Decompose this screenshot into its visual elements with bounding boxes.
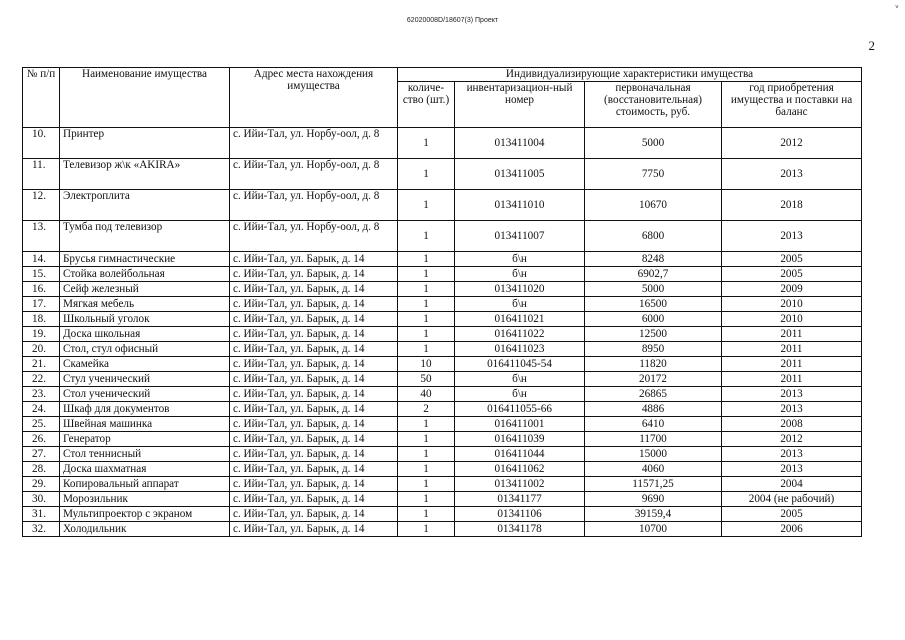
item-address: с. Ийи-Тал, ул. Барык, д. 14: [230, 267, 398, 282]
item-name: Холодильник: [60, 522, 230, 537]
table-row: [23, 297, 862, 312]
table-row: [23, 447, 862, 462]
item-quantity: 1: [398, 462, 455, 477]
item-inventory-number: б\н: [455, 387, 585, 402]
item-year: 2009: [722, 282, 862, 297]
item-address: с. Ийи-Тал, ул. Барык, д. 14: [230, 342, 398, 357]
item-inventory-number: 016411022: [455, 327, 585, 342]
item-address: с. Ийи-Тал, ул. Барык, д. 14: [230, 282, 398, 297]
item-year: 2010: [722, 312, 862, 327]
item-name: Стойка волейбольная: [60, 267, 230, 282]
item-name: Доска школьная: [60, 327, 230, 342]
item-cost: 6410: [585, 417, 722, 432]
item-cost: 11820: [585, 357, 722, 372]
item-address: с. Ийи-Тал, ул. Барык, д. 14: [230, 462, 398, 477]
item-cost: 10670: [585, 190, 722, 221]
item-name: Стол теннисный: [60, 447, 230, 462]
item-cost: 7750: [585, 159, 722, 190]
item-year: 2011: [722, 342, 862, 357]
row-number: 12.: [23, 190, 60, 221]
item-year: 2011: [722, 357, 862, 372]
item-quantity: 50: [398, 372, 455, 387]
item-name: Телевизор ж\к «AKIRA»: [60, 159, 230, 190]
item-year: 2005: [722, 267, 862, 282]
item-quantity: 1: [398, 447, 455, 462]
item-inventory-number: 016411023: [455, 342, 585, 357]
table-row: [23, 462, 862, 477]
item-address: с. Ийи-Тал, ул. Норбу-оол, д. 8: [230, 128, 398, 159]
item-address: с. Ийи-Тал, ул. Барык, д. 14: [230, 372, 398, 387]
item-quantity: 1: [398, 417, 455, 432]
header-inventory: инвентаризацион-ный номер: [455, 82, 585, 128]
item-name: Мультипроектор с экраном: [60, 507, 230, 522]
item-quantity: 1: [398, 282, 455, 297]
item-cost: 8950: [585, 342, 722, 357]
table-row: [23, 221, 862, 252]
item-inventory-number: 016411001: [455, 417, 585, 432]
table-row: [23, 432, 862, 447]
property-table: [22, 67, 862, 537]
item-inventory-number: 016411044: [455, 447, 585, 462]
table-row: [23, 477, 862, 492]
item-year: 2005: [722, 252, 862, 267]
item-year: 2012: [722, 432, 862, 447]
header-cost: первоначальная (восстановительная) стоимость, руб.: [585, 82, 722, 128]
item-name: Стул ученический: [60, 372, 230, 387]
item-address: с. Ийи-Тал, ул. Норбу-оол, д. 8: [230, 190, 398, 221]
item-name: Принтер: [60, 128, 230, 159]
item-inventory-number: 016411062: [455, 462, 585, 477]
item-inventory-number: 016411021: [455, 312, 585, 327]
item-quantity: 1: [398, 312, 455, 327]
page-number: 2: [868, 38, 875, 53]
row-number: 16.: [23, 282, 60, 297]
item-name: Школьный уголок: [60, 312, 230, 327]
item-inventory-number: 01341177: [455, 492, 585, 507]
table-row: [23, 128, 862, 159]
item-address: с. Ийи-Тал, ул. Норбу-оол, д. 8: [230, 159, 398, 190]
item-quantity: 2: [398, 402, 455, 417]
item-address: с. Ийи-Тал, ул. Барык, д. 14: [230, 432, 398, 447]
item-cost: 6800: [585, 221, 722, 252]
item-year: 2013: [722, 221, 862, 252]
item-cost: 5000: [585, 128, 722, 159]
item-name: Швейная машинка: [60, 417, 230, 432]
item-cost: 5000: [585, 282, 722, 297]
row-number: 22.: [23, 372, 60, 387]
item-address: с. Ийи-Тал, ул. Барык, д. 14: [230, 417, 398, 432]
row-number: 14.: [23, 252, 60, 267]
item-quantity: 1: [398, 477, 455, 492]
table-row: [23, 357, 862, 372]
item-address: с. Ийи-Тал, ул. Барык, д. 14: [230, 357, 398, 372]
item-year: 2010: [722, 297, 862, 312]
item-address: с. Ийи-Тал, ул. Барык, д. 14: [230, 507, 398, 522]
row-number: 18.: [23, 312, 60, 327]
table-row: [23, 402, 862, 417]
row-number: 32.: [23, 522, 60, 537]
row-number: 13.: [23, 221, 60, 252]
table-row: [23, 372, 862, 387]
item-inventory-number: 016411039: [455, 432, 585, 447]
item-cost: 16500: [585, 297, 722, 312]
item-name: Скамейка: [60, 357, 230, 372]
item-inventory-number: 013411007: [455, 221, 585, 252]
item-cost: 4886: [585, 402, 722, 417]
item-inventory-number: 013411004: [455, 128, 585, 159]
item-year: 2004: [722, 477, 862, 492]
item-address: с. Ийи-Тал, ул. Барык, д. 14: [230, 327, 398, 342]
item-cost: 11700: [585, 432, 722, 447]
item-year: 2018: [722, 190, 862, 221]
item-year: 2013: [722, 159, 862, 190]
item-inventory-number: 016411045-54: [455, 357, 585, 372]
item-address: с. Ийи-Тал, ул. Барык, д. 14: [230, 447, 398, 462]
item-address: с. Ийи-Тал, ул. Барык, д. 14: [230, 387, 398, 402]
item-cost: 12500: [585, 327, 722, 342]
item-year: 2008: [722, 417, 862, 432]
table-row: [23, 507, 862, 522]
item-inventory-number: 013411005: [455, 159, 585, 190]
header-characteristics: Индивидуализирующие характеристики имущества: [398, 68, 862, 82]
row-number: 20.: [23, 342, 60, 357]
item-year: 2013: [722, 387, 862, 402]
item-year: 2011: [722, 327, 862, 342]
item-inventory-number: 016411055-66: [455, 402, 585, 417]
header-num: № п/п: [23, 68, 60, 128]
item-cost: 11571,25: [585, 477, 722, 492]
item-address: с. Ийи-Тал, ул. Барык, д. 14: [230, 477, 398, 492]
item-name: Брусья гимнастические: [60, 252, 230, 267]
table-row: [23, 252, 862, 267]
item-inventory-number: 013411020: [455, 282, 585, 297]
item-name: Тумба под телевизор: [60, 221, 230, 252]
item-address: с. Ийи-Тал, ул. Барык, д. 14: [230, 252, 398, 267]
item-inventory-number: б\н: [455, 252, 585, 267]
table-row: [23, 267, 862, 282]
item-address: с. Ийи-Тал, ул. Барык, д. 14: [230, 522, 398, 537]
row-number: 23.: [23, 387, 60, 402]
item-name: Копировальный аппарат: [60, 477, 230, 492]
item-address: с. Ийи-Тал, ул. Барык, д. 14: [230, 312, 398, 327]
item-quantity: 1: [398, 432, 455, 447]
item-address: с. Ийи-Тал, ул. Барык, д. 14: [230, 402, 398, 417]
item-inventory-number: 013411010: [455, 190, 585, 221]
row-number: 30.: [23, 492, 60, 507]
item-year: 2013: [722, 402, 862, 417]
header-qty: количе-ство (шт.): [398, 82, 455, 128]
item-inventory-number: б\н: [455, 297, 585, 312]
item-quantity: 10: [398, 357, 455, 372]
item-year: 2011: [722, 372, 862, 387]
item-name: Сейф железный: [60, 282, 230, 297]
table-row: [23, 417, 862, 432]
item-quantity: 1: [398, 492, 455, 507]
item-address: с. Ийи-Тал, ул. Барык, д. 14: [230, 492, 398, 507]
item-name: Шкаф для документов: [60, 402, 230, 417]
row-number: 10.: [23, 128, 60, 159]
item-inventory-number: 01341178: [455, 522, 585, 537]
row-number: 21.: [23, 357, 60, 372]
item-quantity: 1: [398, 327, 455, 342]
item-name: Мягкая мебель: [60, 297, 230, 312]
table-row: [23, 522, 862, 537]
item-name: Стол ученический: [60, 387, 230, 402]
row-number: 26.: [23, 432, 60, 447]
header-address: Адрес места нахождения имущества: [230, 68, 398, 128]
item-cost: 9690: [585, 492, 722, 507]
item-cost: 26865: [585, 387, 722, 402]
row-number: 11.: [23, 159, 60, 190]
item-quantity: 1: [398, 221, 455, 252]
item-name: Доска шахматная: [60, 462, 230, 477]
row-number: 27.: [23, 447, 60, 462]
row-number: 24.: [23, 402, 60, 417]
table-row: [23, 387, 862, 402]
item-year: 2006: [722, 522, 862, 537]
item-quantity: 1: [398, 297, 455, 312]
table-row: [23, 492, 862, 507]
document-id: 62020008D/18607(3) Проект: [406, 17, 499, 24]
row-number: 29.: [23, 477, 60, 492]
item-inventory-number: б\н: [455, 372, 585, 387]
row-number: 28.: [23, 462, 60, 477]
item-cost: 8248: [585, 252, 722, 267]
row-number: 17.: [23, 297, 60, 312]
item-quantity: 1: [398, 522, 455, 537]
row-number: 25.: [23, 417, 60, 432]
item-quantity: 1: [398, 252, 455, 267]
item-name: Стол, стул офисный: [60, 342, 230, 357]
item-cost: 10700: [585, 522, 722, 537]
item-cost: 6902,7: [585, 267, 722, 282]
item-quantity: 1: [398, 190, 455, 221]
item-name: Генератор: [60, 432, 230, 447]
item-year: 2012: [722, 128, 862, 159]
item-year: 2013: [722, 462, 862, 477]
header-name: Наименование имущества: [60, 68, 230, 128]
item-cost: 20172: [585, 372, 722, 387]
item-quantity: 40: [398, 387, 455, 402]
item-inventory-number: б\н: [455, 267, 585, 282]
table-row: [23, 190, 862, 221]
item-quantity: 1: [398, 159, 455, 190]
table-row: [23, 312, 862, 327]
item-inventory-number: 013411002: [455, 477, 585, 492]
item-quantity: 1: [398, 267, 455, 282]
header-year: год приобретения имущества и поставки на баланс: [722, 82, 862, 128]
item-cost: 4060: [585, 462, 722, 477]
item-quantity: 1: [398, 128, 455, 159]
item-cost: 15000: [585, 447, 722, 462]
item-name: Электроплита: [60, 190, 230, 221]
item-year: 2013: [722, 447, 862, 462]
item-address: с. Ийи-Тал, ул. Норбу-оол, д. 8: [230, 221, 398, 252]
table-row: [23, 159, 862, 190]
table-row: [23, 327, 862, 342]
item-cost: 6000: [585, 312, 722, 327]
corner-mark: ᵛ: [895, 4, 899, 14]
item-address: с. Ийи-Тал, ул. Барык, д. 14: [230, 297, 398, 312]
item-quantity: 1: [398, 342, 455, 357]
item-inventory-number: 01341106: [455, 507, 585, 522]
item-year: 2004 (не рабочий): [722, 492, 862, 507]
row-number: 31.: [23, 507, 60, 522]
row-number: 19.: [23, 327, 60, 342]
table-row: [23, 342, 862, 357]
item-name: Морозильник: [60, 492, 230, 507]
row-number: 15.: [23, 267, 60, 282]
item-quantity: 1: [398, 507, 455, 522]
item-cost: 39159,4: [585, 507, 722, 522]
table-row: [23, 282, 862, 297]
item-year: 2005: [722, 507, 862, 522]
